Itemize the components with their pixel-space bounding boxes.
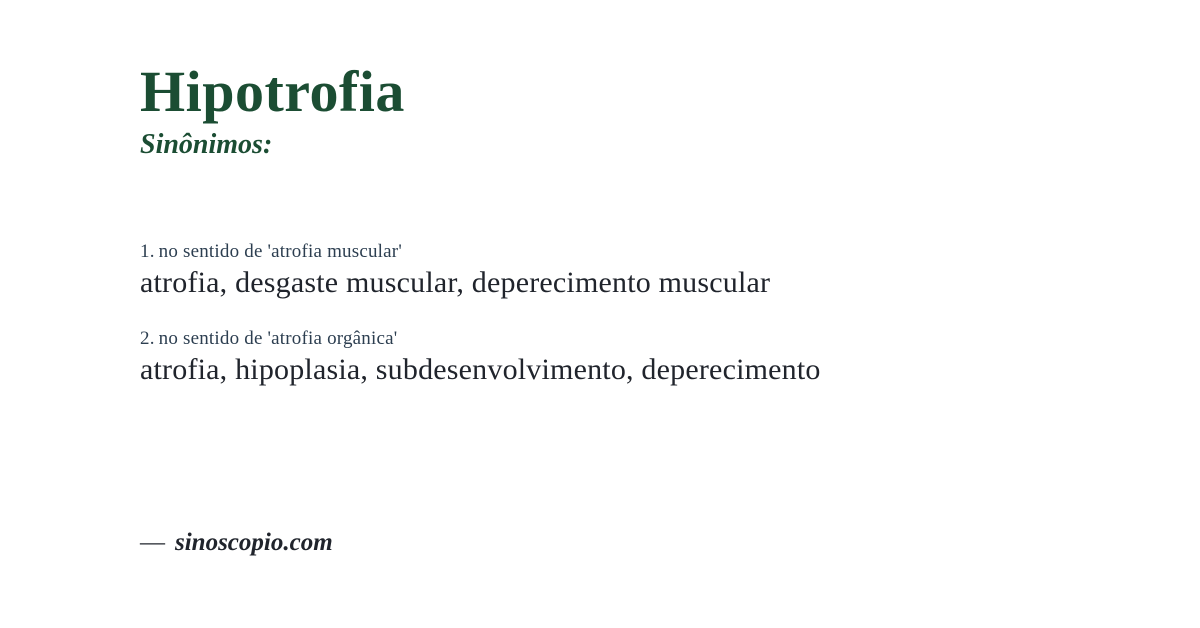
senses-list: [140, 241, 1140, 387]
sense-context-text: no sentido de 'atrofia muscular': [158, 240, 402, 262]
sense-context-text: no sentido de 'atrofia orgânica': [158, 327, 398, 349]
attribution-footer: [140, 529, 1140, 557]
sense-synonyms-text: atrofia, desgaste muscular, deperecimento muscular: [140, 265, 771, 299]
sense-number: 2.: [140, 327, 155, 349]
sense-context-line: [140, 241, 1140, 263]
sense-item-2: [140, 328, 1140, 387]
sense-number: 1.: [140, 240, 155, 262]
sense-synonyms-text: atrofia, hipoplasia, subdesenvolvimento, deperecimento: [140, 352, 821, 386]
attribution-source: sinoscopio.com: [175, 528, 333, 556]
page-title: Hipotrofia: [140, 59, 405, 124]
attribution-dash: —: [140, 528, 165, 556]
sense-context-line: [140, 328, 1140, 350]
sense-item-1: [140, 241, 1140, 300]
synonyms-subtitle: Sinônimos:: [140, 128, 273, 160]
